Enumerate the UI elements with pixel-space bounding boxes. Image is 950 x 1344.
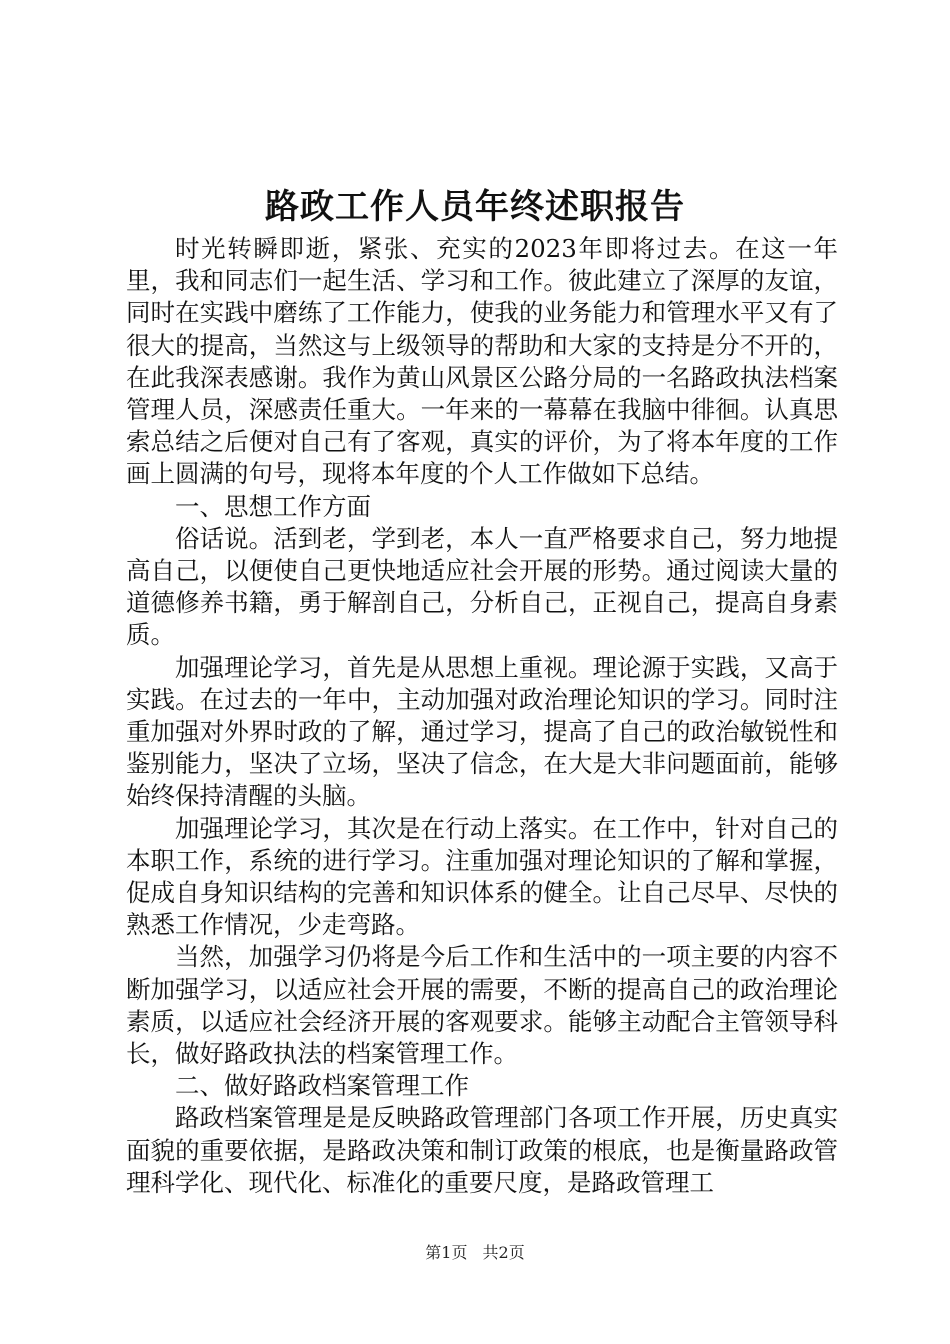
paragraph-2: 加强理论学习，首先是从思想上重视。理论源于实践，又高于实践。在过去的一年中，主动加强对政治理论知识的学习。同时注重加强对外界时政的了解，通过学习，提高了自己的政治敏锐性和鉴别能力，坚决了立场，坚决了信念，在大是大非问题面前，能够始终保持清醒的头脑。 <box>126 652 838 811</box>
paragraph-5: 路政档案管理是是反映路政管理部门各项工作开展，历史真实面貌的重要依据，是路政决策和制订政策的根底，也是衡量路政管理科学化、现代化、标准化的重要尺度，是路政管理工 <box>126 1103 838 1197</box>
document-title: 路政工作人员年终述职报告 <box>265 187 685 227</box>
paragraph-1: 俗话说。活到老，学到老，本人一直严格要求自己，努力地提高自己，以便使自己更快地适应社会开展的形势。通过阅读大量的道德修养书籍，勇于解剖自己，分析自己，正视自己，提高自身素质。 <box>126 523 838 650</box>
paragraph-intro: 时光转瞬即逝，紧张、充实的2023年即将过去。在这一年里，我和同志们一起生活、学习和工作。彼此建立了深厚的友谊，同时在实践中磨练了工作能力，使我的业务能力和管理水平又有了很大的提高，当然这与上级领导的帮助和大家的支持是分不开的，在此我深表感谢。我作为黄山风景区公路分局的一名路政执法档案管理人员，深感责任重大。一年来的一幕幕在我脑中徘徊。认真思索总结之后便对自己有了客观，真实的评价，为了将本年度的工作画上圆满的句号，现将本年度的个人工作做如下总结。 <box>126 234 838 489</box>
paragraph-3: 加强理论学习，其次是在行动上落实。在工作中，针对自己的本职工作，系统的进行学习。注重加强对理论知识的了解和掌握，促成自身知识结构的完善和知识体系的健全。让自己尽早、尽快的熟悉工作情况，少走弯路。 <box>126 813 838 940</box>
page-footer <box>0 1242 950 1264</box>
paragraph-4: 当然，加强学习仍将是今后工作和生活中的一项主要的内容不断加强学习，以适应社会开展的需要，不断的提高自己的政治理论素质，以适应社会经济开展的客观要求。能够主动配合主管领导科长，做好路政执法的档案管理工作。 <box>126 942 838 1069</box>
page-number: 第1页 <box>425 1243 468 1262</box>
page-total: 共2页 <box>482 1243 525 1262</box>
section-heading-1: 一、思想工作方面 <box>175 491 371 521</box>
document-body <box>126 233 838 1199</box>
section-heading-2: 二、做好路政档案管理工作 <box>175 1071 469 1101</box>
